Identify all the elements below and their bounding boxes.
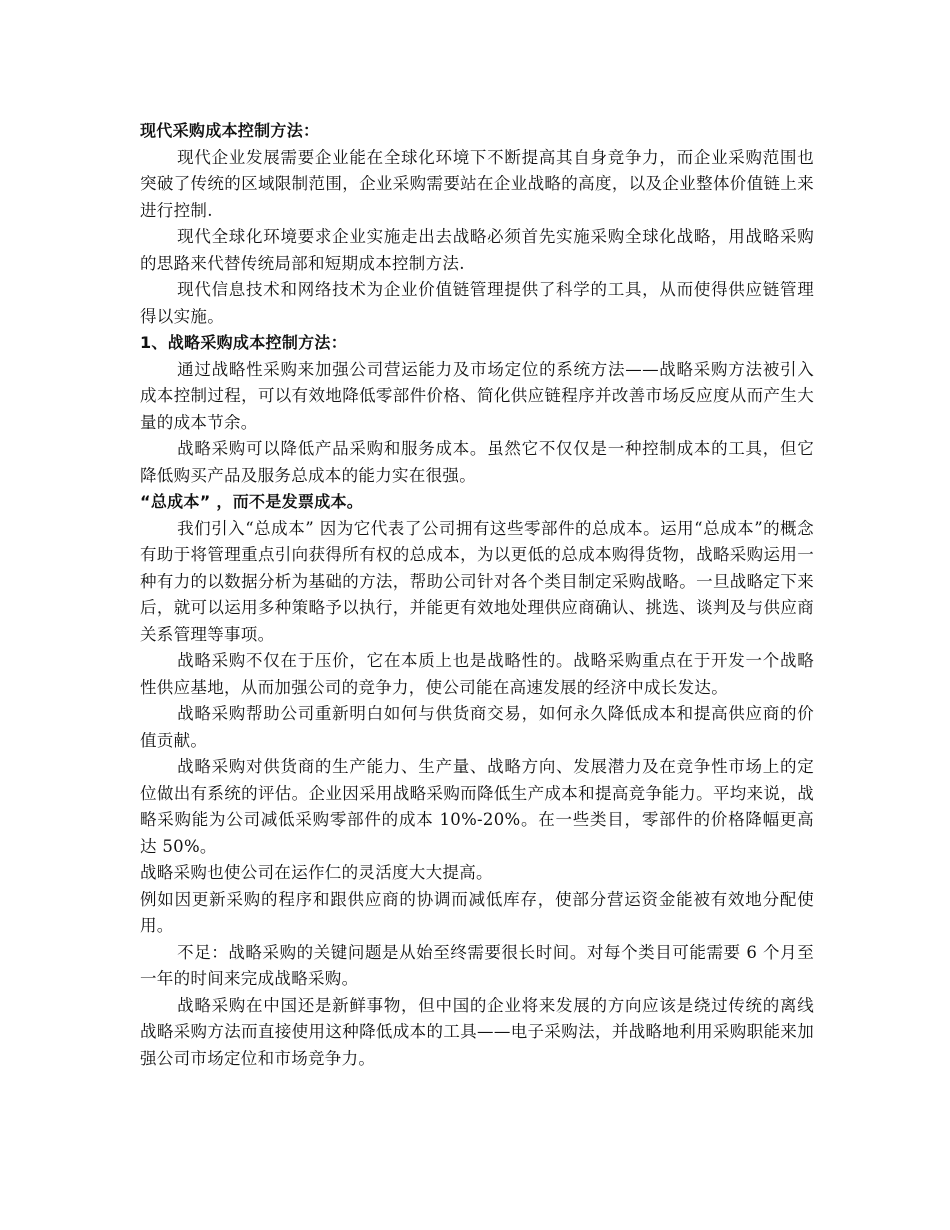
section-heading: “总成本” ，而不是发票成本。	[140, 492, 364, 511]
paragraph: 战略采购可以降低产品采购和服务成本。虽然它不仅仅是一种控制成本的工具，但它降低购买产品及服务总成本的能力实在很强。	[140, 439, 814, 485]
paragraph: 现代信息技术和网络技术为企业价值链管理提供了科学的工具，从而使得供应链管理得以实施。	[140, 280, 814, 326]
paragraph: 我们引入“总成本” 因为它代表了公司拥有这些零部件的总成本。运用“总成本”的概念有助于将管理重点引向获得所有权的总成本，为以更低的总成本购得货物，战略采购运用一种有力的以数据分析为基础的方法，帮助公司针对各个类目制定采购战略。一旦战略定下来后，就可以运用多种策略予以执行，并能更有效地处理供应商确认、挑选、谈判及与供应商关系管理等事项。	[140, 518, 814, 644]
section-heading: 现代采购成本控制方法：	[140, 121, 320, 140]
paragraph: 战略采购在中国还是新鲜事物，但中国的企业将来发展的方向应该是绕过传统的离线战略采购方法而直接使用这种降低成本的工具——电子采购法，并战略地利用采购职能来加强公司市场定位和市场竞争力。	[140, 995, 814, 1068]
paragraph: 例如因更新采购的程序和跟供应商的协调而减低库存，使部分营运资金能被有效地分配使用。	[140, 889, 814, 935]
paragraph: 通过战略性采购来加强公司营运能力及市场定位的系统方法——战略采购方法被引入成本控制过程，可以有效地降低零部件价格、简化供应链程序并改善市场反应度从而产生大量的成本节余。	[140, 359, 814, 432]
paragraph: 战略采购也使公司在运作仁的灵活度大大提高。	[140, 863, 493, 882]
paragraph: 战略采购对供货商的生产能力、生产量、战略方向、发展潜力及在竞争性市场上的定位做出有系统的评估。企业因采用战略采购而降低生产成本和提高竞争能力。平均来说，战略采购能为公司减低采购零部件的成本 10%-20%。在一些类目，零部件的价格降幅更高达 50%。	[140, 757, 814, 856]
document-page	[140, 118, 814, 1072]
paragraph: 战略采购帮助公司重新明白如何与供货商交易，如何永久降低成本和提高供应商的价值贡献。	[140, 704, 814, 750]
paragraph: 不足：战略采购的关键问题是从始至终需要很长时间。对每个类目可能需要 6 个月至一年的时间来完成战略采购。	[140, 942, 814, 988]
paragraph: 现代全球化环境要求企业实施走出去战略必须首先实施采购全球化战略，用战略采购的思路来代替传统局部和短期成本控制方法.	[140, 227, 814, 273]
paragraph: 现代企业发展需要企业能在全球化环境下不断提高其自身竞争力，而企业采购范围也突破了传统的区域限制范围，企业采购需要站在企业战略的高度，以及企业整体价值链上来进行控制.	[140, 147, 814, 220]
section-heading: 1、战略采购成本控制方法：	[140, 333, 348, 352]
paragraph: 战略采购不仅在于压价，它在本质上也是战略性的。战略采购重点在于开发一个战略性供应基地，从而加强公司的竞争力，使公司能在高速发展的经济中成长发达。	[140, 651, 814, 697]
